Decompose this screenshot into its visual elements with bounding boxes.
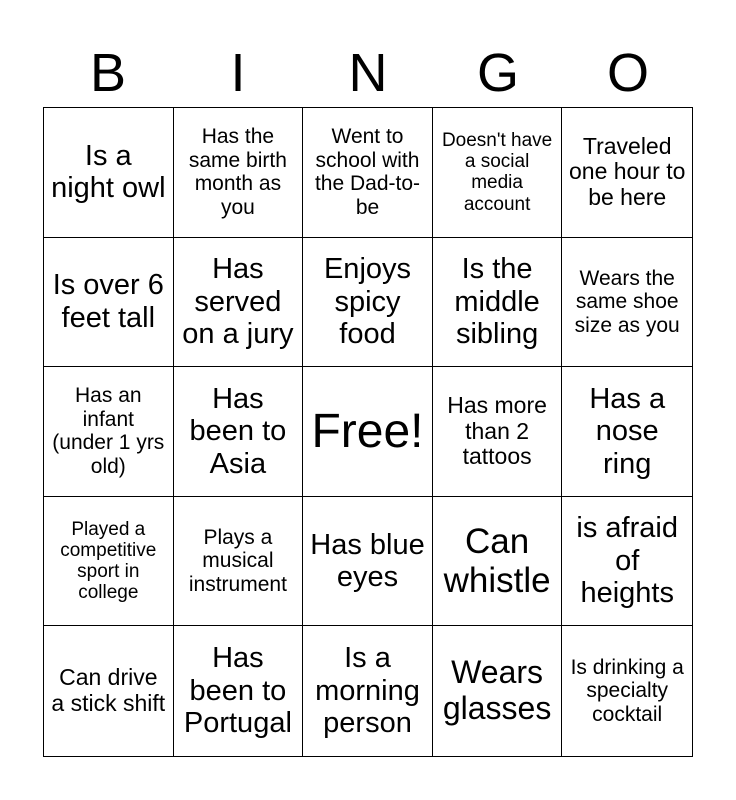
bingo-cell[interactable]: Wears the same shoe size as you	[562, 238, 692, 368]
free-space-cell[interactable]: Free!	[303, 367, 433, 497]
bingo-cell[interactable]: Has the same birth month as you	[174, 108, 304, 238]
bingo-cell[interactable]: Has served on a jury	[174, 238, 304, 368]
bingo-cell[interactable]: Can drive a stick shift	[44, 626, 174, 756]
bingo-cell[interactable]: Has been to Asia	[174, 367, 304, 497]
bingo-header	[43, 38, 693, 108]
bingo-cell[interactable]: Traveled one hour to be here	[562, 108, 692, 238]
bingo-cell[interactable]: Doesn't have a social media account	[433, 108, 563, 238]
bingo-cell[interactable]: Has blue eyes	[303, 497, 433, 627]
bingo-cell[interactable]: Went to school with the Dad-to-be	[303, 108, 433, 238]
bingo-cell[interactable]: Wears glasses	[433, 626, 563, 756]
bingo-cell[interactable]: Is drinking a specialty cocktail	[570, 655, 684, 726]
header-letter-i: I	[230, 43, 246, 103]
bingo-board	[43, 107, 693, 757]
bingo-cell[interactable]: Has been to Portugal	[174, 626, 304, 756]
bingo-cell[interactable]: Has an infant (under 1 yrs old)	[44, 367, 174, 497]
header-letter-b: B	[89, 43, 127, 103]
bingo-cell[interactable]: Plays a musical instrument	[174, 497, 304, 627]
bingo-cell[interactable]: Is over 6 feet tall	[44, 238, 174, 368]
bingo-cell[interactable]: is afraid of heights	[562, 497, 692, 627]
bingo-cell[interactable]: Is a night owl	[44, 108, 174, 238]
bingo-cell[interactable]: Is a morning person	[303, 626, 433, 756]
bingo-cell[interactable]: Enjoys spicy food	[303, 238, 433, 368]
bingo-cell[interactable]: Can whistle	[433, 497, 563, 627]
bingo-cell[interactable]: Has more than 2 tattoos	[433, 367, 563, 497]
bingo-cell[interactable]: Is the middle sibling	[433, 238, 563, 368]
bingo-cell[interactable]: Played a competitive sport in college	[44, 497, 174, 627]
header-letter-o: O	[606, 43, 649, 103]
header-letter-n: N	[348, 43, 388, 103]
bingo-cell[interactable]: Has a nose ring	[562, 367, 692, 497]
header-letter-g: G	[476, 43, 519, 103]
